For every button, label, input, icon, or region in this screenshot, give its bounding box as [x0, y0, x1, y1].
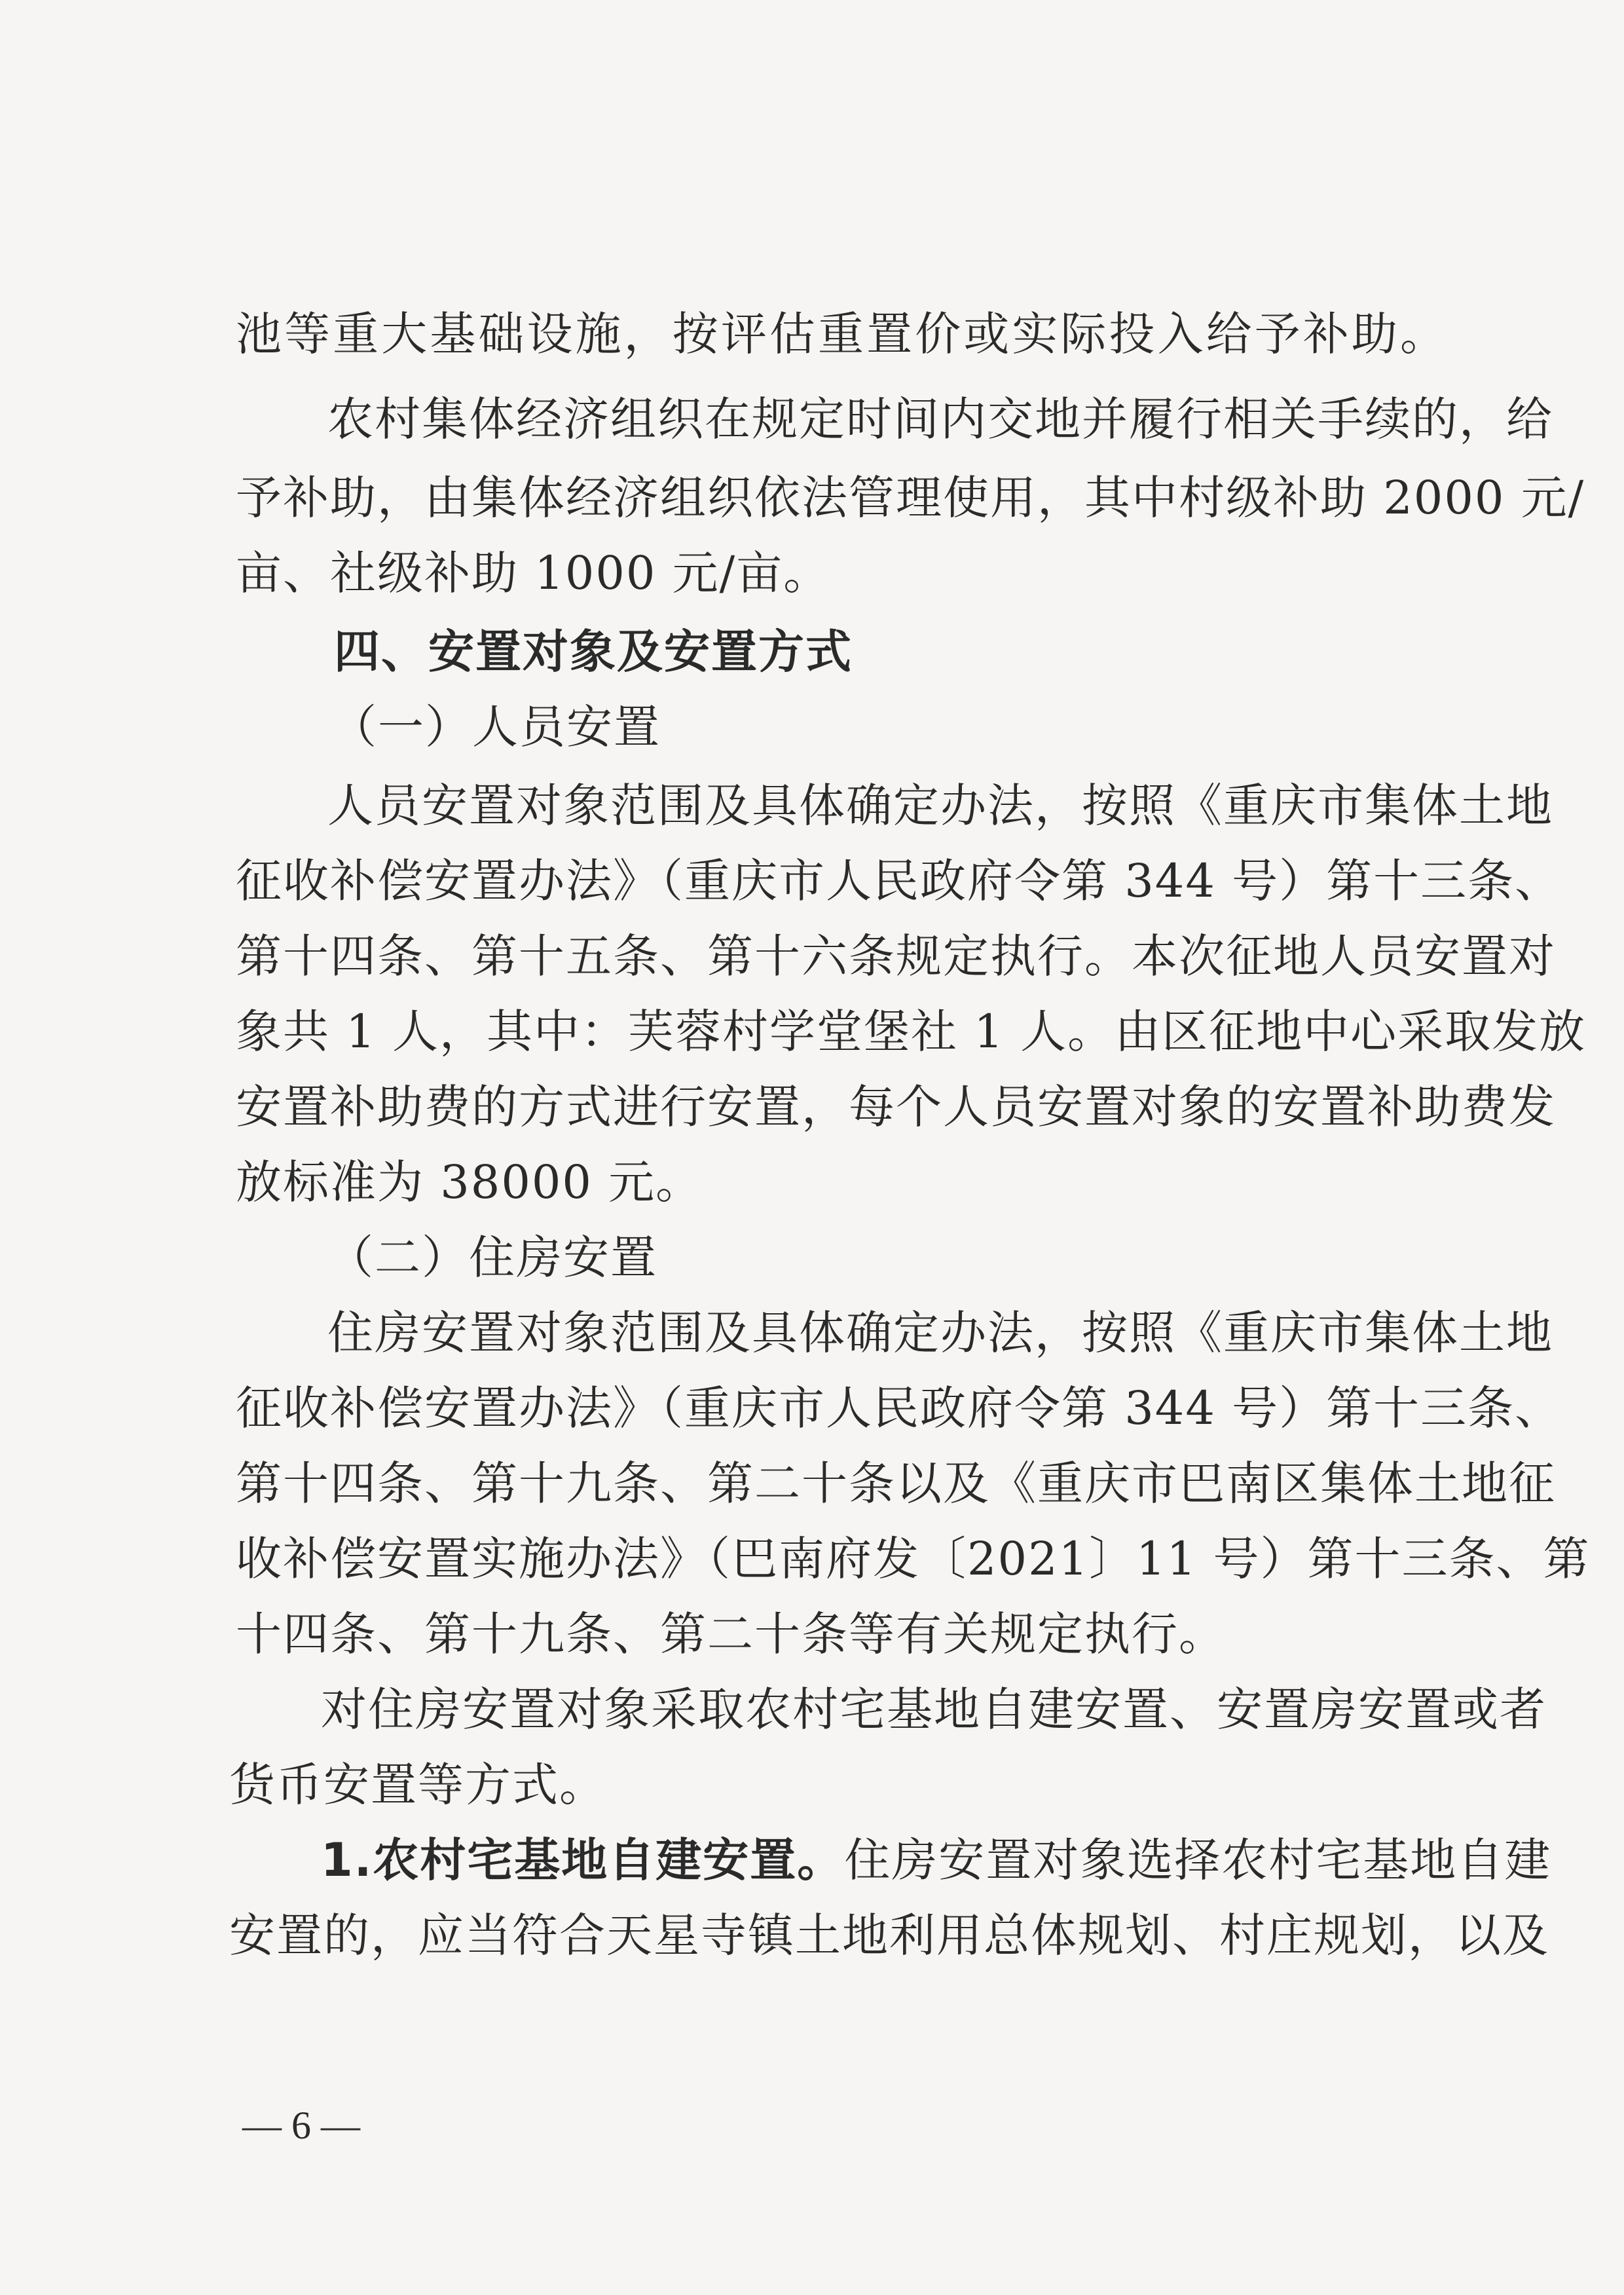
- body-line-11: 安置补助费的方式进行安置，每个人员安置对象的安置补助费发: [236, 1080, 1556, 1134]
- body-line-18: 十四条、第十九条、第二十条等有关规定执行。: [236, 1607, 1226, 1661]
- body-line-12: 放标准为 38000 元。: [236, 1155, 703, 1209]
- body-line-19: 对住房安置对象采取农村宅基地自建安置、安置房安置或者: [321, 1683, 1547, 1736]
- section-heading-4: 四、安置对象及安置方式: [334, 625, 853, 679]
- body-line-20: 货币安置等方式。: [229, 1758, 606, 1812]
- body-line-17: 收补偿安置实施办法》（巴南府发〔2021〕11 号）第十三条、第: [236, 1532, 1591, 1586]
- body-line-2: 农村集体经济组织在规定时间内交地并履行相关手续的，给: [327, 392, 1553, 446]
- body-line-9: 第十四条、第十五条、第十六条规定执行。本次征地人员安置对: [236, 929, 1556, 983]
- body-line-10: 象共 1 人，其中：芙蓉村学堂堡社 1 人。由区征地中心采取发放: [236, 1005, 1587, 1058]
- body-line-4: 亩、社级补助 1000 元/亩。: [236, 546, 831, 600]
- body-line-8: 征收补偿安置办法》（重庆市人民政府令第 344 号）第十三条、: [236, 854, 1562, 908]
- body-line-21-rest: 住房安置对象选择农村宅基地自建: [844, 1833, 1552, 1887]
- body-line-21: [321, 1833, 1552, 1887]
- subheading-housing: （二）住房安置: [327, 1231, 657, 1284]
- subheading-personnel: （一）人员安置: [331, 700, 661, 754]
- body-line-7: 人员安置对象范围及具体确定办法，按照《重庆市集体土地: [327, 779, 1553, 832]
- body-line-1: 池等重大基础设施，按评估重置价或实际投入给予补助。: [236, 307, 1447, 361]
- body-line-22: 安置的，应当符合天星寺镇土地利用总体规划、村庄规划，以及: [229, 1909, 1549, 1962]
- body-line-15: 征收补偿安置办法》（重庆市人民政府令第 344 号）第十三条、: [236, 1381, 1562, 1435]
- page-number: — 6 —: [242, 2104, 360, 2147]
- body-line-16: 第十四条、第十九条、第二十条以及《重庆市巴南区集体土地征: [236, 1457, 1556, 1510]
- bold-lead-text: 1.农村宅基地自建安置。: [321, 1833, 845, 1887]
- body-line-14: 住房安置对象范围及具体确定办法，按照《重庆市集体土地: [327, 1306, 1553, 1360]
- body-line-3: 予补助，由集体经济组织依法管理使用，其中村级补助 2000 元/: [236, 471, 1585, 525]
